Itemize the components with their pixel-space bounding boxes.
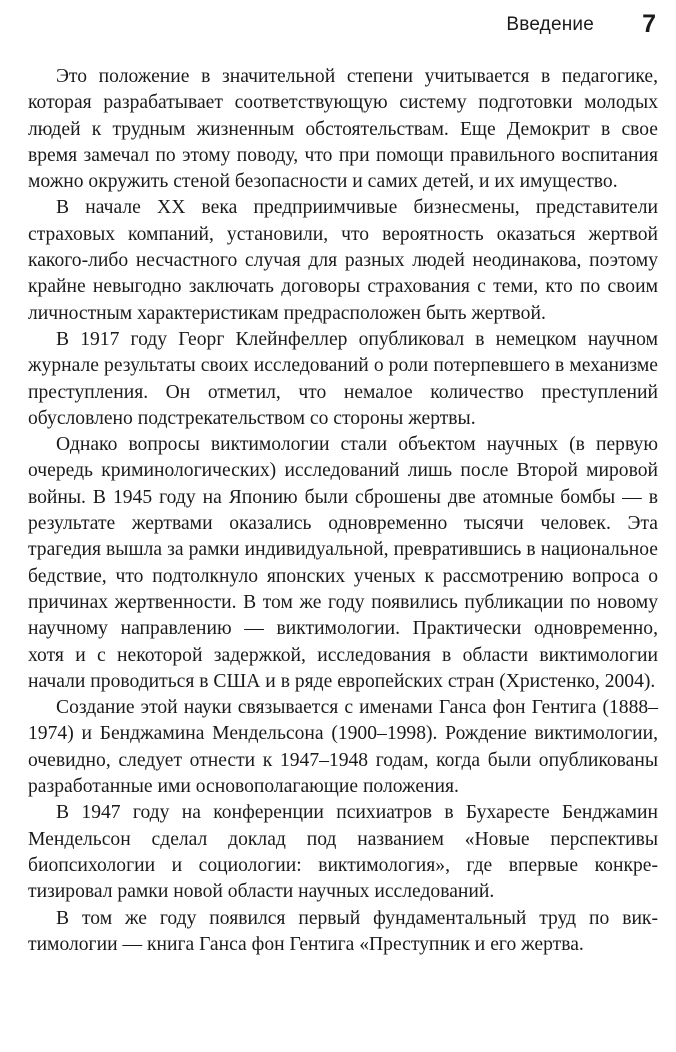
paragraph: Однако вопросы виктимологии стали объектом научных (в первую очередь криминологических) исследований лишь после Второй мировой войны. В 1945 году на Японию были сброшены две атомные бомбы — в результате жертвами оказались одновременно тысячи человек. Эта трагедия вышла за рамки индивидуальной, превратившись в национальное бедствие, что подтолкнуло японских ученых к рассмотрению вопроса о причинах жертвенности. В том же году появились публикации по новому научному направлению — виктимологии. Практически одновременно, хотя и с некоторой задержкой, исследования в области виктимологии начали проводиться в США и в ряде европейских стран (Христенко, 2004). xyxy=(28,434,658,692)
paragraph: Это положение в значительной степени учитывается в педагогике, которая разрабатывает соответствующую систему подготовки молодых людей к трудным жизненным обстоятельствам. Еще Демокрит в свое время замечал по этому поводу, что при помощи правильного воспитания можно окружить стеной безопасности и самих детей, и их имущество. xyxy=(28,66,658,193)
paragraph: Создание этой науки связывается с именами Ганса фон Гентига (1888–1974) и Бенджамина Мендельсона (1900–1998). Рождение виктимологии, очевидно, следует отнести к 1947–1948 годам, когда были опубликованы разработанные ими основополагающие положения. xyxy=(28,697,658,798)
paragraph: В начале XX века предприимчивые бизнесмены, представители страховых компаний, установили, что вероятность оказаться жертвой какого-либо несчастного случая для разных людей неодинакова, поэтому крайне невыгодно заключать договоры страхования с теми, кто по своим личностным характеристикам предрасположен быть жертвой. xyxy=(28,197,658,324)
paragraph: В 1917 году Георг Клейнфеллер опубликовал в немецком научном журнале результаты своих исследований о роли потерпевшего в механизме преступления. Он отметил, что немалое количество преступлений обусловлено подстрекательством со стороны жертвы. xyxy=(28,328,658,429)
paragraph: В 1947 году на конференции психиатров в Бухаресте Бенджамин Мендельсон сделал доклад под названием «Новые перспективы биопсихологии и социологии: виктимология», где впервые конкретизировал рамки новой области научных исследований. xyxy=(28,802,658,903)
body-text xyxy=(28,64,658,958)
section-title: Введение xyxy=(506,14,594,35)
paragraph: В том же году появился первый фундаментальный труд по виктимологии — книга Ганса фон Гентига «Преступник и его жертва. xyxy=(28,907,658,955)
page-number: 7 xyxy=(642,10,656,38)
running-header xyxy=(30,10,658,40)
